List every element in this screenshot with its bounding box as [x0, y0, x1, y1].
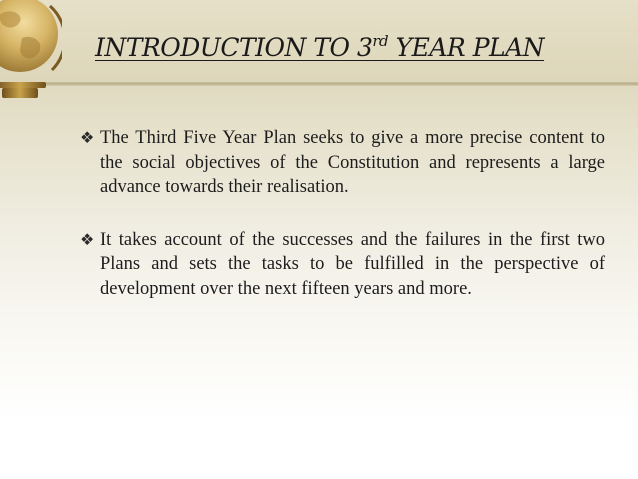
diamond-bullet-icon: ❖ — [80, 128, 95, 147]
slide-title — [95, 34, 615, 60]
bullet-text: It takes account of the successes and the failures in the first two Plans and sets the tasks to be fulfilled in the perspective of development over the next fifteen years and more. — [100, 229, 605, 299]
list-item — [80, 126, 605, 200]
header-divider — [0, 82, 638, 86]
title-superscript: rd — [372, 32, 389, 50]
globe-icon — [0, 0, 62, 104]
title-main: INTRODUCTION TO 3 — [95, 33, 373, 62]
bullet-text: The Third Five Year Plan seeks to give a more precise content to the social objectives of the Constitution and represents a large advance towards their realisation. — [100, 128, 605, 197]
list-item — [80, 228, 605, 302]
diamond-bullet-icon: ❖ — [80, 229, 95, 249]
bullet-list — [80, 126, 605, 329]
title-rest: YEAR PLAN — [388, 33, 545, 62]
